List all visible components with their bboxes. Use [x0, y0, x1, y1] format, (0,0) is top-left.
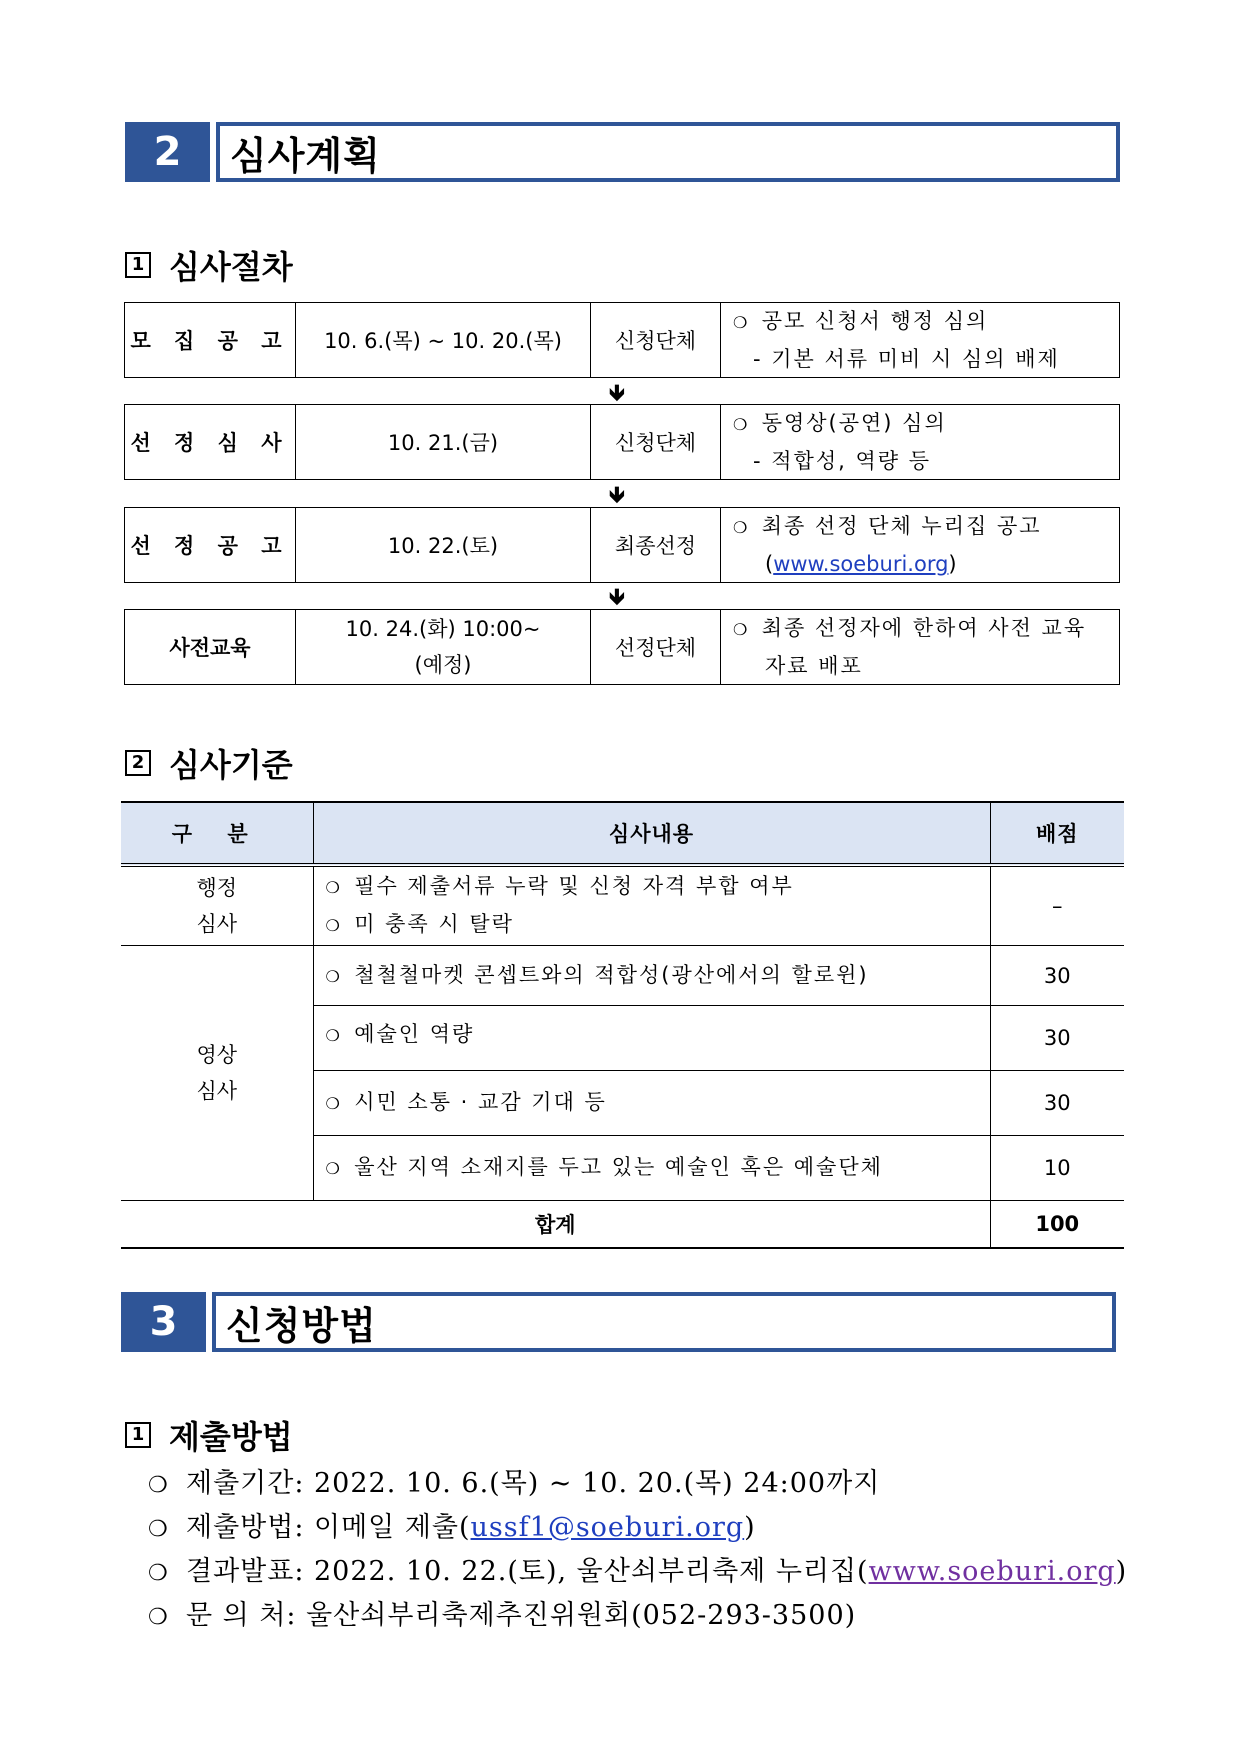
category-cell: 행정 심사 [121, 865, 313, 946]
procedure-description [721, 405, 1120, 480]
procedure-row [124, 507, 1120, 583]
procedure-desc-sub: 자료 배포 [765, 654, 863, 678]
bullet-icon: ❍ [148, 1561, 169, 1586]
list-item: ❍ 결과발표: 2022. 10. 22.(토), 울산쇠부리축제 누리집(www.soeburi.org) [148, 1550, 1127, 1594]
total-row [121, 1201, 1124, 1249]
procedure-actor: 최종선정 [591, 508, 721, 583]
list-item: ❍ 제출기간: 2022. 10. 6.(목) ~ 10. 20.(목) 24:00까지 [148, 1462, 1127, 1506]
content-cell: ❍ 예술인 역량 [313, 1006, 990, 1071]
table-row [121, 946, 1124, 1006]
procedure-date [296, 610, 591, 685]
procedure-step: 선 정 공 고 [125, 508, 296, 583]
email-link[interactable]: ussf1@soeburi.org [470, 1512, 745, 1543]
score-cell: – [990, 865, 1124, 946]
procedure-date: 10. 21.(금) [296, 405, 591, 480]
total-label: 합계 [121, 1201, 990, 1249]
procedure-desc-main: 동영상(공연) 심의 [761, 411, 947, 435]
subsection-number: 2 [125, 750, 151, 776]
subsection-title: 제출방법 [169, 1418, 293, 1456]
total-score: 100 [990, 1201, 1124, 1249]
list-item: ❍ 제출방법: 이메일 제출(ussf1@soeburi.org) [148, 1506, 1127, 1550]
column-header: 심사내용 [313, 802, 990, 865]
procedure-desc-main: 최종 선정 단체 누리집 공고 [761, 514, 1042, 538]
procedure-description [721, 610, 1120, 685]
score-cell: 10 [990, 1136, 1124, 1201]
procedure-row [124, 404, 1120, 480]
score-cell: 30 [990, 1006, 1124, 1071]
subsection-title: 심사기준 [169, 746, 293, 784]
bullet-icon: ❍ [325, 916, 342, 935]
bullet-icon: ❍ [733, 620, 750, 639]
bullet-icon: ❍ [325, 1094, 342, 1113]
submission-list [148, 1462, 1127, 1638]
subsection-number: 1 [125, 1422, 151, 1448]
procedure-step: 모 집 공 고 [125, 303, 296, 378]
procedure-desc-sub: - 적합성, 역량 등 [753, 449, 931, 473]
criteria-table [121, 801, 1124, 1249]
procedure-step: 선 정 심 사 [125, 405, 296, 480]
subsection-heading [125, 740, 293, 786]
procedure-row [124, 302, 1120, 378]
procedure-row [124, 609, 1120, 685]
down-arrow-icon: 🡻 [609, 381, 625, 406]
content-cell: ❍ 필수 제출서류 누락 및 신청 자격 부합 여부 ❍ 미 충족 시 탈락 [313, 865, 990, 946]
website-link[interactable]: www.soeburi.org [773, 552, 949, 576]
section-3-header [121, 1292, 1116, 1352]
score-cell: 30 [990, 1071, 1124, 1136]
procedure-date: 10. 6.(목) ~ 10. 20.(목) [296, 303, 591, 378]
procedure-date-line: 10. 24.(화) 10:00~ [345, 617, 541, 641]
category-cell: 영상 심사 [121, 946, 313, 1201]
bullet-icon: ❍ [148, 1605, 169, 1630]
down-arrow-icon: 🡻 [609, 585, 625, 610]
table-row [121, 865, 1124, 946]
section-2-header [125, 122, 1120, 182]
content-cell: ❍ 시민 소통 · 교감 기대 등 [313, 1071, 990, 1136]
score-cell: 30 [990, 946, 1124, 1006]
procedure-date-note: (예정) [414, 653, 472, 677]
column-header: 구 분 [121, 802, 313, 865]
down-arrow-icon: 🡻 [609, 483, 625, 508]
procedure-step: 사전교육 [125, 610, 296, 685]
procedure-description [721, 303, 1120, 378]
subsection-heading [125, 242, 293, 288]
bullet-icon: ❍ [325, 1159, 342, 1178]
section-number: 2 [125, 122, 210, 182]
bullet-icon: ❍ [325, 1026, 342, 1045]
procedure-actor: 선정단체 [591, 610, 721, 685]
subsection-number: 1 [125, 252, 151, 278]
bullet-icon: ❍ [733, 313, 750, 332]
procedure-actor: 신청단체 [591, 303, 721, 378]
procedure-actor: 신청단체 [591, 405, 721, 480]
section-title: 심사계획 [216, 122, 1120, 182]
bullet-icon: ❍ [733, 518, 750, 537]
procedure-desc-main: 공모 신청서 행정 심의 [761, 309, 989, 333]
procedure-desc-sub: - 기본 서류 미비 시 심의 배제 [753, 347, 1060, 371]
section-number: 3 [121, 1292, 206, 1352]
list-item: ❍ 문 의 처: 울산쇠부리축제추진위원회(052-293-3500) [148, 1594, 1127, 1638]
bullet-icon: ❍ [148, 1517, 169, 1542]
procedure-desc-sub: (www.soeburi.org) [765, 552, 957, 576]
content-cell: ❍ 울산 지역 소재지를 두고 있는 예술인 혹은 예술단체 [313, 1136, 990, 1201]
procedure-date: 10. 22.(토) [296, 508, 591, 583]
bullet-icon: ❍ [733, 415, 750, 434]
column-header: 배점 [990, 802, 1124, 865]
bullet-icon: ❍ [325, 878, 342, 897]
bullet-icon: ❍ [148, 1473, 169, 1498]
bullet-icon: ❍ [325, 966, 342, 986]
content-cell: ❍ 철철철마켓 콘셉트와의 적합성(광산에서의 할로윈) [313, 946, 990, 1006]
subsection-heading [125, 1412, 293, 1458]
subsection-title: 심사절차 [169, 248, 293, 286]
section-title: 신청방법 [212, 1292, 1116, 1352]
procedure-desc-main: 최종 선정자에 한하여 사전 교육 [761, 616, 1087, 640]
website-link[interactable]: www.soeburi.org [868, 1556, 1116, 1587]
procedure-description [721, 508, 1120, 583]
